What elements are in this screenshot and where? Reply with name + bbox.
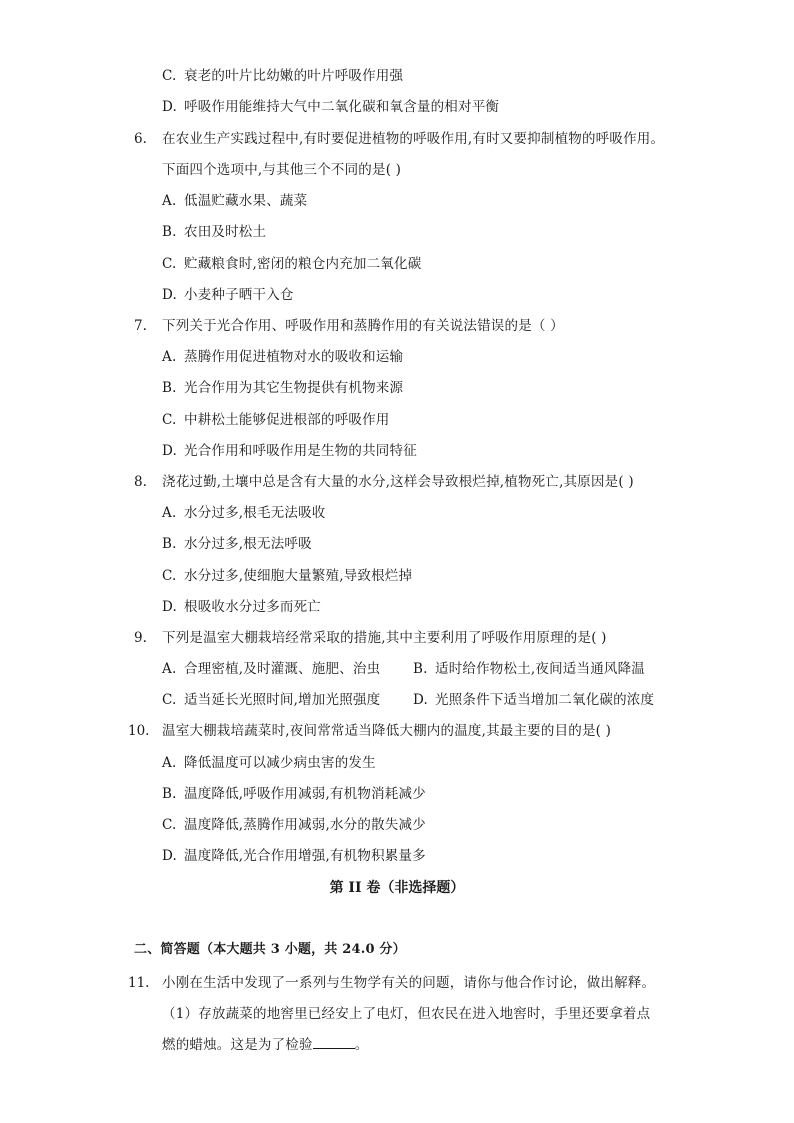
q8-number: 8. <box>134 474 147 490</box>
q10-stem: 温室大棚栽培蔬菜时,夜间常常适当降低大棚内的温度,其最主要的目的是( ) <box>162 723 612 739</box>
q11-number: 11. <box>128 975 150 991</box>
q6-option-a: A. 低温贮藏水果、蔬菜 <box>162 193 308 209</box>
q7-option-d: D. 光合作用和呼吸作用是生物的共同特征 <box>162 443 417 459</box>
q10-number: 10. <box>128 723 150 739</box>
q5-option-d: D. 呼吸作用能维持大气中二氧化碳和氧含量的相对平衡 <box>162 99 500 115</box>
q7-option-c: C. 中耕松土能够促进根部的呼吸作用 <box>162 412 390 428</box>
q9-option-b: B. 适时给作物松土,夜间适当通风降温 <box>413 661 645 677</box>
q8-option-a: A. 水分过多,根毛无法吸收 <box>162 505 326 521</box>
part-two-title: 第 II 卷（非选择题） <box>329 880 465 896</box>
q10-option-a: A. 降低温度可以减少病虫害的发生 <box>162 755 376 771</box>
answer-blank[interactable] <box>313 1036 355 1049</box>
q7-option-a: A. 蒸腾作用促进植物对水的吸收和运输 <box>162 349 404 365</box>
q8-stem: 浇花过勤,土壤中总是含有大量的水分,这样会导致根烂掉,植物死亡,其原因是( ) <box>162 474 634 490</box>
q11-sub1-line1: （1）存放蔬菜的地窖里已经安上了电灯，但农民在进入地窖时，手里还要拿着点 <box>162 1006 651 1022</box>
q8-option-c: C. 水分过多,使细胞大量繁殖,导致根烂掉 <box>162 568 413 584</box>
q6-number: 6. <box>134 131 147 147</box>
q7-number: 7. <box>134 318 147 334</box>
q8-option-b: B. 水分过多,根无法呼吸 <box>162 536 312 552</box>
q7-option-b: B. 光合作用为其它生物提供有机物来源 <box>162 380 404 396</box>
q5-option-c: C. 衰老的叶片比幼嫩的叶片呼吸作用强 <box>162 68 404 84</box>
q6-option-b: B. 农田及时松土 <box>162 224 267 240</box>
q6-option-c: C. 贮藏粮食时,密闭的粮仓内充加二氧化碳 <box>162 256 422 272</box>
q11-sub1-line2: 燃的蜡烛。这是为了检验 。 <box>162 1037 369 1053</box>
q10-option-c: C. 温度降低,蒸腾作用减弱,水分的散失减少 <box>162 817 426 833</box>
q7-stem: 下列关于光合作用、呼吸作用和蒸腾作用的有关说法错误的是（ ） <box>162 318 564 334</box>
q6-stem-line2: 下面四个选项中,与其他三个不同的是( ) <box>162 162 402 178</box>
q8-option-d: D. 根吸收水分过多而死亡 <box>162 599 321 615</box>
q9-option-a: A. 合理密植,及时灌溉、施肥、治虫 <box>162 661 381 677</box>
q9-option-d: D. 光照条件下适当增加二氧化碳的浓度 <box>413 692 655 708</box>
q11-stem: 小刚在生活中发现了一系列与生物学有关的问题，请你与他合作讨论，做出解释。 <box>162 975 656 991</box>
q9-stem: 下列是温室大棚栽培经常采取的措施,其中主要利用了呼吸作用原理的是( ) <box>162 630 607 646</box>
q10-option-d: D. 温度降低,光合作用增强,有机物积累量多 <box>162 848 426 864</box>
q9-option-c: C. 适当延长光照时间,增加光照强度 <box>162 692 381 708</box>
q6-stem-line1: 在农业生产实践过程中,有时要促进植物的呼吸作用,有时又要抑制植物的呼吸作用。 <box>162 131 665 147</box>
q6-option-d: D. 小麦种子晒干入仓 <box>162 287 294 303</box>
section-two-header: 二、简答题（本大题共 3 小题，共 24.0 分） <box>134 942 406 957</box>
q10-option-b: B. 温度降低,呼吸作用减弱,有机物消耗减少 <box>162 786 426 802</box>
q9-number: 9. <box>134 630 147 646</box>
